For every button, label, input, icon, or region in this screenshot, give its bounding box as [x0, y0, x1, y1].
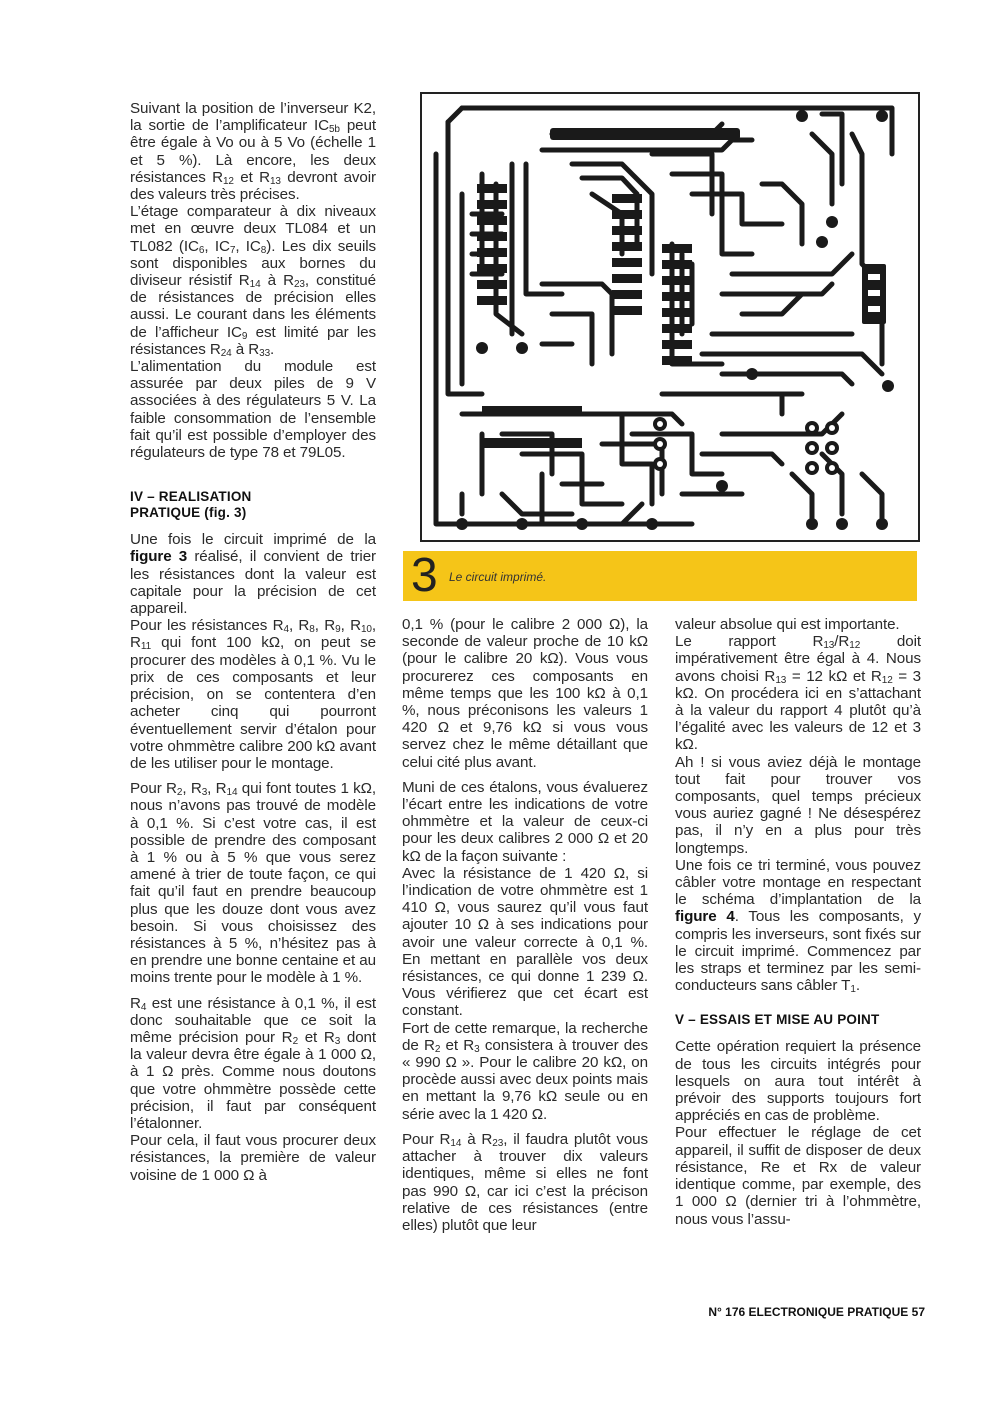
paragraph: 0,1 % (pour le calibre 2 000 Ω), la seconde de valeur proche de 10 kΩ (pour le calibre 20 kΩ). Vous vous procurerez ces composants en même temps que les 100 kΩ à 0,1 %, nous préconisons les valeurs 1 420 Ω et 9,76 kΩ si vous vous servez chez le même détaillant que celui cité plus avant. [402, 616, 648, 771]
subscript: 14 [450, 1137, 462, 1149]
figure-caption-text: Le circuit imprimé. [449, 570, 547, 584]
subscript: 7 [229, 244, 236, 256]
subscript: 4 [283, 624, 289, 636]
figure-reference: figure 3 [130, 548, 188, 566]
column-3 [675, 616, 921, 1236]
figure-caption [403, 551, 917, 601]
subscript: 13 [269, 175, 281, 187]
paragraph: Pour cela, il faut vous procurer deux résistances, la première de valeur voisine de 1 000 Ω à [130, 1132, 376, 1184]
subscript: 12 [881, 674, 893, 686]
paragraph: Cette opération requiert la présence de tous les circuits intégrés pour lesquels on aura tout intérêt à prévoir des supports toujours fort appréciés en cas de problème. [675, 1038, 921, 1125]
subscript: 12 [222, 175, 234, 187]
subscript: 3 [474, 1043, 480, 1055]
paragraph: Pour $R_{14}$ à $R_{23}$, il faudra plutôt vous attacher à trouver dix valeurs identiques, même si elles ne font pas 990 Ω, car ici c’est la précison relative de ces résistances (entre elles) plutôt que leur [402, 1130, 648, 1234]
subscript: 24 [220, 347, 232, 359]
subscript: 10 [360, 624, 372, 636]
subscript: 2 [434, 1043, 441, 1055]
heading-line: PRATIQUE (fig. 3) [130, 505, 247, 521]
subscript: 12 [849, 640, 861, 652]
subscript: 14 [249, 279, 261, 291]
page-footer: N° 176 ELECTRONIQUE PRATIQUE 57 [708, 1305, 925, 1319]
subscript: 9 [335, 624, 341, 636]
column-1 [130, 100, 376, 1192]
subscript: 9 [241, 330, 248, 342]
paragraph: Muni de ces étalons, vous évaluerez l’écart entre les indications de votre ohmmètre et la valeur de ceux-ci pour les deux calibres 2 000 Ω et 20 kΩ de la façon suivante : [402, 778, 648, 865]
pcb-layout-drawing [422, 94, 918, 540]
column-2 [402, 616, 648, 1242]
heading-line: IV – REALISATION [130, 489, 252, 505]
paragraph: Ah ! si vous aviez déjà le montage tout fait pour trouver vos composants, quel temps précieux vous auriez gagné ! Ne désespérez pas, il n’y en a plus pour très longtemps. [675, 753, 921, 857]
paragraph: L’étage comparateur à dix niveaux met en œuvre deux TL084 et un TL082 ($IC_6$, $IC_7$, $IC_8$). Les dix seuils sont disponibles aux bornes du diviseur résistif $R_{14}$ à $R_{23}$, constitué de résistances de précision elles aussi. Le courant dans les éléments de l’afficheur $IC_9$ est limité par les résistances $R_{24}$ à $R_{33}$. [130, 203, 376, 359]
paragraph: Pour les résistances $R_4$, $R_8$, $R_9$, $R_{10}$, $R_{11}$ qui font 100 kΩ, on peut se procurer des modèles à 0,1 %. Vu le prix de ces composants et leur précision, on se contentera d’en acheter cinq qui pourront éventuellement servir d’étalon pour votre ohmmètre calibre 200 kΩ avant de les utiliser pour le montage. [130, 617, 377, 772]
section-heading-v: V – ESSAIS ET MISE AU POINT [675, 1012, 880, 1028]
paragraph: Fort de cette remarque, la recherche de $R_2$ et $R_3$ consistera à trouver des « 990 Ω ». Pour le calibre 20 kΩ, on procède aussi avec deux points mais en mettant la 9,76 kΩ seule ou en série avec la 1 420 Ω. [402, 1019, 648, 1123]
paragraph: Suivant la position de l’inverseur K2, la sortie de l’amplificateur $IC_{5b}$ peut être égale à Vo ou à 5 Vo (échelle 1 et 5 %). Là encore, les deux résistances $R_{12}$ et $R_{13}$ devront avoir des valeurs très précises. [130, 100, 376, 204]
subscript: 13 [823, 640, 835, 652]
subscript: 11 [140, 641, 152, 653]
subscript: 6 [198, 244, 205, 256]
paragraph: Avec la résistance de 1 420 Ω, si l’indication de votre ohmmètre est 1 410 Ω, vous saurez qu’il vous faut ajouter 10 Ω à ses indications pour avoir une valeur correcte à 0,1 %. En mettant en parallèle vos deux résistances, ce qui donne 1 239 Ω. Vous vérifierez que cet écart est constant. [402, 864, 648, 1020]
subscript: 1 [850, 984, 856, 996]
paragraph: Pour effectuer le réglage de cet appareil, il suffit de disposer de deux résistance, Re et Rx de valeur identique comme, par exemple, des 1 000 Ω (dernier tri à l’ohmmètre, nous vous l’assu- [675, 1124, 921, 1228]
paragraph: valeur absolue qui est importante. [675, 616, 900, 633]
subscript: 2 [292, 1035, 299, 1047]
subscript: 2 [176, 787, 183, 799]
subscript: 3 [201, 787, 208, 799]
paragraph: L’alimentation du module est assurée par deux piles de 9 V associées à des régulateurs 5 V. La faible consommation de l’ensemble fait qu’il est possible d’employer des régulateurs de type 78 et 79L05. [130, 358, 376, 462]
figure-reference: figure 4 [675, 908, 735, 926]
subscript: 4 [140, 1001, 147, 1013]
subscript: 23 [492, 1137, 504, 1149]
pcb-figure [420, 92, 920, 542]
subscript: 5b [328, 124, 340, 136]
subscript: 14 [226, 787, 238, 799]
figure-number: 3 [411, 549, 438, 602]
paragraph: Pour $R_2$, $R_3$, $R_{14}$ qui font toutes 1 kΩ, nous n’avons pas trouvé de modèle à 0,1 %. Si c’est votre cas, il est possible de prendre des composant à 1 % ou à 5 % que vous serez amené à trier de toute façon, ce qui fait qu’il faut en prendre beaucoup plus que les douze dont vous avez besoin. Si vous choisissez des résistances à 5 %, n’hésitez pas à en prendre une bonne centaine et au moins trente pour le modèle à 1 %. [130, 780, 376, 987]
paragraph: Une fois le circuit imprimé de la figure 3 réalisé, il convient de trier les résistances dont la valeur est capitale pour la précision de cet appareil. [130, 531, 376, 618]
subscript: 3 [334, 1035, 341, 1047]
paragraph: Le rapport $R_{13}/R_{12}$ doit impérativement être égal à 4. Nous avons choisi $R_{13} = 12$ kΩ et $R_{12} = 3$ kΩ. On procédera ici en s’attachant à la valeur du rapport 4 plutôt qu’à l’égalité avec les valeurs de 12 et 3 kΩ. [675, 633, 921, 754]
subscript: 8 [260, 244, 267, 256]
paragraph: $R_4$ est une résistance à 0,1 %, il est donc souhaitable que ce soit la même précision pour $R_2$ et $R_3$ dont la valeur devra être égale à 1 000 Ω, à 1 Ω près. Comme nous doutons que votre ohmmètre possède cette précision, il faut par conséquent l’étalonner. [130, 994, 377, 1132]
paragraph: Une fois ce tri terminé, vous pouvez câbler votre montage en respectant le schéma d’implantation de la figure 4. Tous les composants, y compris les inverseurs, sont fixés sur le circuit imprimé. Commencez par les straps et terminez par les semi-conducteurs sans câbler $T_1$. [675, 856, 921, 996]
subscript: 8 [309, 624, 315, 636]
subscript: 23 [293, 279, 305, 291]
subscript: 13 [775, 674, 787, 686]
section-heading-iv [130, 489, 376, 521]
subscript: 33 [259, 347, 271, 359]
